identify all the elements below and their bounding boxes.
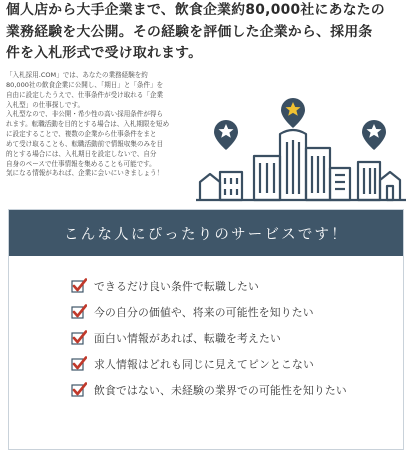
- list-item-label: 今の自分の価値や、将来の可能性を知りたい: [94, 305, 314, 319]
- list-item: [71, 328, 281, 348]
- headline-line: 業務経験を大公開。その経験を評価した企業から、採用条: [6, 23, 373, 40]
- panel-header: [9, 210, 403, 256]
- service-description: [6, 71, 184, 179]
- description-line: 気になる情報があれば、企業に会いにいきましょう！: [6, 169, 164, 178]
- headline-line: 個人店から大手企業まで、飲食企業約80,000社にあなたの: [6, 2, 385, 18]
- description-line: 入札型」の仕事探しです。: [6, 100, 85, 109]
- description-line: に設定することで、複数の企業から仕事条件をまと: [6, 130, 157, 139]
- list-item: [71, 380, 347, 400]
- target-users-panel: [8, 209, 404, 450]
- star-pin-icon: [281, 98, 305, 128]
- list-item-label: 飲食ではない、未経験の業界での可能性を知りたい: [94, 383, 347, 397]
- description-line: めて受け取ることも、転職活動前で情報収集のみを目: [6, 139, 164, 148]
- description-line: 自身のペースで仕事情報を集めることも可能です。: [6, 159, 156, 168]
- panel-title: こんな人にぴったりのサービスです！: [64, 226, 348, 243]
- city-buildings-icon: [194, 96, 408, 204]
- description-line: 入札型なので、非公開・希少性の高い採用条件が得ら: [6, 110, 163, 119]
- list-item-label: 面白い情報があれば、転職を考えたい: [94, 331, 281, 345]
- description-line: 自由に設定したうえで、仕事条件が受け取れる「企業: [6, 90, 163, 99]
- description-line: 80,000社の飲食企業に公開し、「期日」と「条件」を: [6, 80, 164, 89]
- list-item-label: できるだけ良い条件で転職したい: [94, 279, 259, 293]
- description-line: れます。転職活動を目的とする場合は、入札期限を短め: [6, 120, 170, 129]
- checkbox-checked-icon: [71, 382, 87, 398]
- description-line: 「入札採用.COM」では、あなたの業務経験を約: [6, 71, 148, 79]
- list-item-label: 求人情報はどれも同じに見えてピンとこない: [94, 357, 314, 371]
- checkbox-checked-icon: [71, 356, 87, 372]
- headline: [6, 0, 406, 65]
- description-line: 的とする場合には、入札期日を設定しないで、自分: [6, 149, 157, 158]
- star-pin-icon: [214, 120, 238, 150]
- headline-line: 件を入札形式で受け取れます。: [6, 45, 203, 61]
- list-item: [71, 276, 259, 296]
- checkbox-checked-icon: [71, 278, 87, 294]
- checkbox-checked-icon: [71, 330, 87, 346]
- star-pin-icon: [362, 120, 386, 150]
- list-item: [71, 302, 314, 322]
- list-item: [71, 354, 314, 374]
- checkbox-checked-icon: [71, 304, 87, 320]
